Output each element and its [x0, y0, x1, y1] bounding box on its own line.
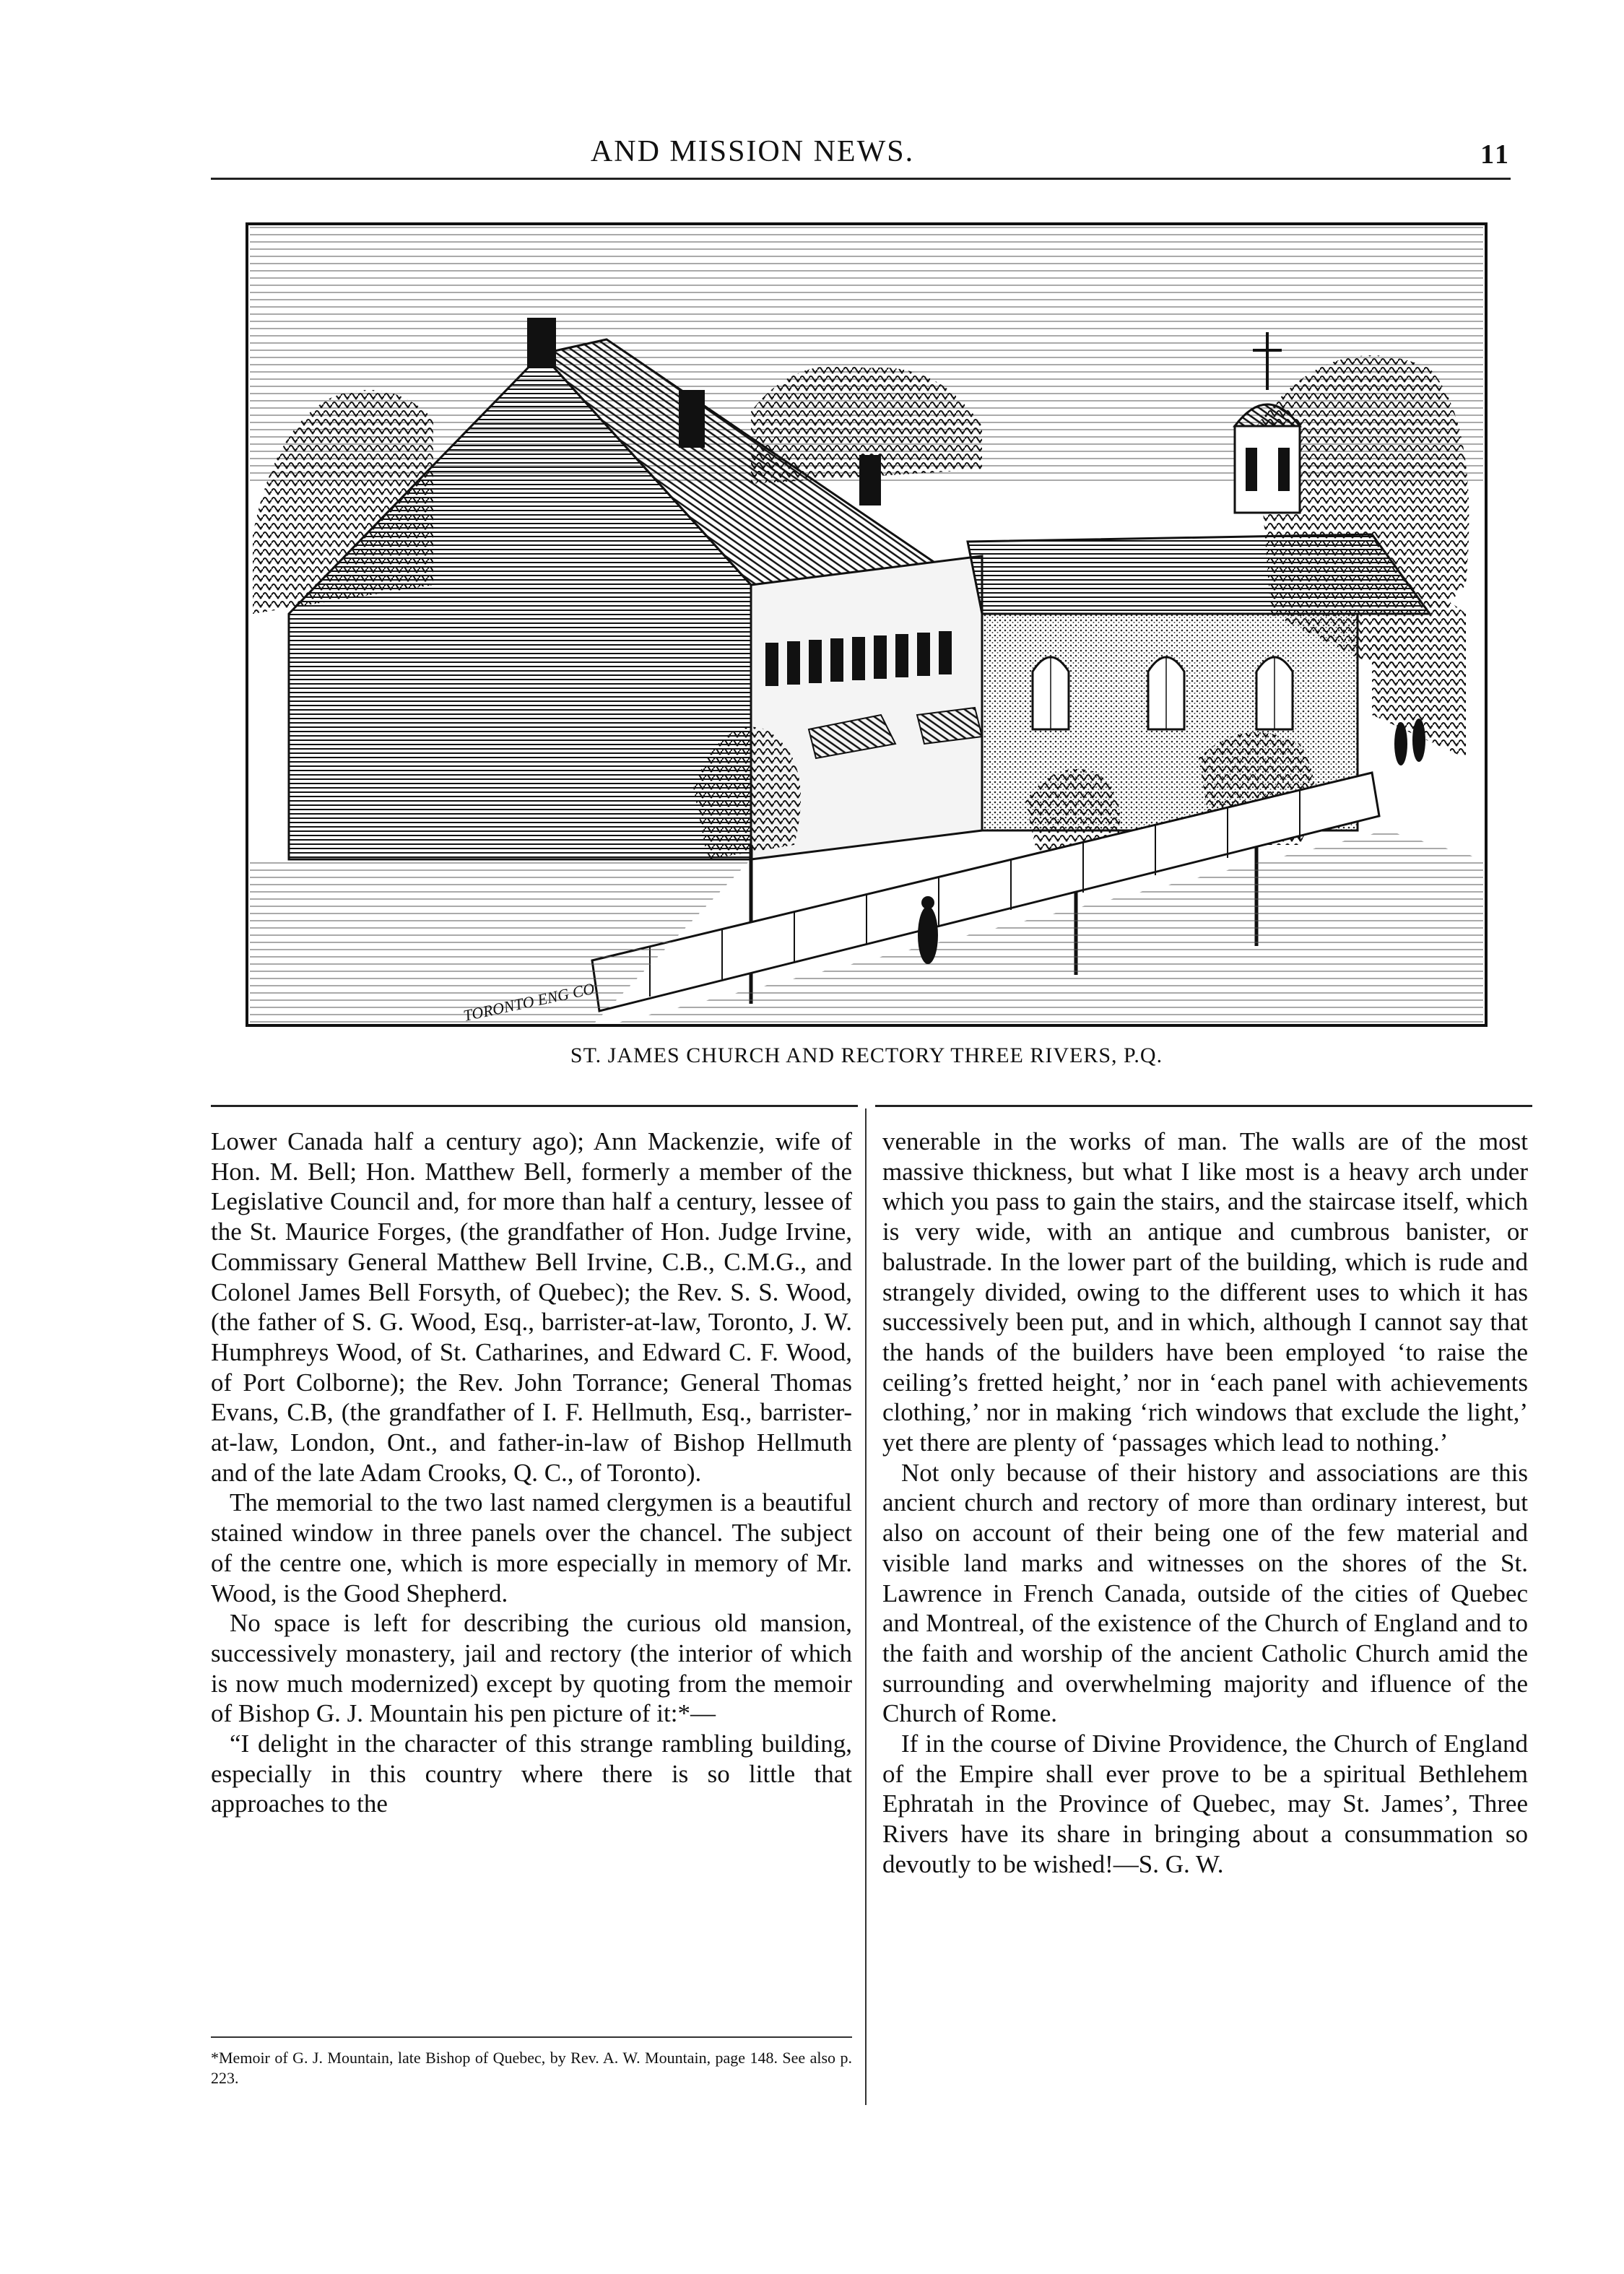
paragraph: Lower Canada half a century ago); Ann Mackenzie, wife of Hon. M. Bell; Hon. Matthew Bell, formerly a member of the Legislative Council and, for more than half a century, lessee of the St. Maurice Forges, (the grandfather of Hon. Judge Irvine, Commissary General Matthew Bell Irvine, C.B., C.M.G., and Colonel James Bell Forsyth, of Quebec); the Rev. S. S. Wood, (the father of S. G. Wood, Esq., barrister-at-law, Toronto, J. W. Humphreys Wood, of St. Catharines, and Edward C. F. Wood, of Port Colborne); the Rev. John Torrance; General Thomas Evans, C.B, (the grandfather of I. F. Hellmuth, Esq., barrister-at-law, London, Ont., and father-in-law of Bishop Hellmuth and of the late Adam Crooks, Q. C., of Toronto). — [211, 1127, 852, 1487]
left-column — [211, 1127, 852, 1819]
right-column — [882, 1127, 1528, 1880]
paragraph: No space is left for describing the curious old mansion, successively monastery, jail and rectory (the interior of which is now much modernized) except by quoting from the memoir of Bishop G. J. Mountain his pen picture of it:*— — [211, 1609, 852, 1728]
paragraph: If in the course of Divine Providence, the Church of England of the Empire shall ever prove to be a spiritual Bethlehem Ephratah in the Province of Quebec, may St. James’, Three Rivers have its share in bringing about a consummation so devoutly to be wished!—S. G. W. — [882, 1730, 1528, 1878]
engraver-signature: TORONTO ENG CO — [461, 979, 596, 1025]
column-divider — [865, 1108, 867, 2105]
header-rule — [211, 178, 1511, 180]
church-rectory-engraving — [246, 209, 1488, 1040]
page-header — [211, 127, 1511, 178]
footnote: *Memoir of G. J. Mountain, late Bishop of Quebec, by Rev. A. W. Mountain, page 148. See also p. 223. — [211, 2049, 852, 2087]
illustration-caption: ST. JAMES CHURCH AND RECTORY THREE RIVERS, P.Q. — [570, 1043, 1163, 1067]
running-title: AND MISSION NEWS. — [590, 135, 915, 168]
column-rule-right — [875, 1105, 1532, 1107]
paragraph: The memorial to the two last named clergymen is a beautiful stained window in three panels over the chancel. The subject of the centre one, which is more especially in memory of Mr. Wood, is the Good Shepherd. — [211, 1488, 852, 1607]
page-number: 11 — [1480, 139, 1511, 170]
footnote-rule — [211, 2036, 852, 2038]
paragraph: Not only because of their history and associations are this ancient church and rectory of more than ordinary interest, but also on account of their being one of the few material and visible land marks and witnesses on the shores of the St. Lawrence in French Canada, outside of the cities of Quebec and Montreal, of the existence of the Church of England and to the faith and worship of the ancient Catholic Church amid the surrounding and overwhelming majority and ifluence of the Church of Rome. — [882, 1458, 1528, 1728]
column-rule-left — [211, 1105, 858, 1107]
paragraph: venerable in the works of man. The walls are of the most massive thickness, but what I like most is a heavy arch under which you pass to gain the stairs, and the staircase itself, which is very wide, with an antique and cumbrous banister, or balustrade. In the lower part of the building, which is rude and strangely divided, owing to the different uses to which it has successively been put, and in which, although I cannot say that the hands of the builders have been employed ‘to raise the ceiling’s fretted height,’ nor in ‘each panel with achievements clothing,’ nor in making ‘rich windows that exclude the light,’ yet there are plenty of ‘passages which lead to nothing.’ — [882, 1127, 1528, 1457]
paragraph: “I delight in the character of this strange rambling building, especially in this country where there is so little that approaches to the — [211, 1730, 852, 1818]
